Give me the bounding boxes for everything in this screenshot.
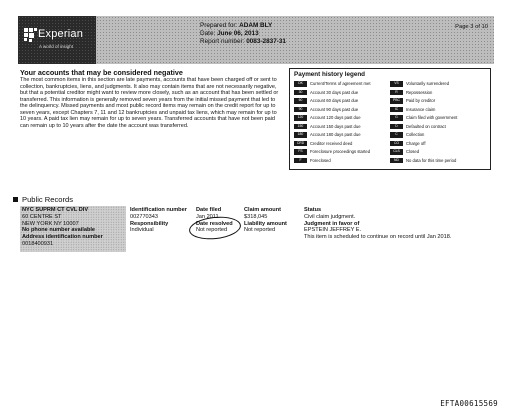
identification-block [130,207,187,234]
prepared-for-label: Prepared for: [200,22,238,29]
legend-item: 120 Account 120 days past due [294,114,361,121]
date-filed: Jan 2011 [196,213,219,220]
experian-logo [18,16,96,64]
legend-item: 90 Account 90 days past due [294,106,358,113]
legend-item: CRD Creditor received deed [294,140,352,147]
date-resolved-label: Date resolved [196,220,233,227]
court-name: NYC SUPRM CT CVL DIV [22,207,89,213]
id-number-label: Identification number [130,207,187,213]
judgment-value: EPSTEIN JEFFREY E. [304,227,362,234]
public-records-title: Public Records [22,195,74,204]
legend-item: G Claim filed with government [390,114,457,121]
claim-amount: $318,045 [244,213,268,220]
amounts-block [244,207,287,234]
negative-section-title: Your accounts that may be considered negative [20,68,183,77]
address-id-label: Address identification number [22,234,103,241]
report-date: June 06, 2013 [217,30,259,37]
court-address-1: 60 CENTRE ST [22,213,62,220]
date-filed-label: Date filed [196,207,222,213]
legend-item: C Collection [390,131,424,138]
experian-dots-icon [24,28,38,42]
legend-item: 150 Account 150 days past due [294,123,361,130]
legend-item: D Defaulted on contract [390,123,446,130]
liability-label: Liability amount [244,220,287,227]
judgment-label: Judgment in favor of [304,220,360,227]
date-resolved: Not reported [196,227,228,234]
address-id: 0018400931 [22,240,54,247]
negative-section-body: The most common items in this section are late payments, accounts that have been charged off or sent to collection, bankruptcies, liens, and judgments. It also may contain items that are not necessarily negative, but that a potential creditor might want to review more closely, such as an account that has been settled or transferred. This information is generally removed seven years from the initial missed payment that led to the delinquency. Missed payments and most public record items may remain on the credit report for up to seven years, except Chapters 7, 11 and 12 bankruptcies and unpaid tax liens, which may remain for up to 10 years. A paid tax lien may remain for up to seven years. Transferred accounts that have not been paid can remain up to 10 years after the date the account was transferred. [20,77,279,129]
id-number: 002770343 [130,213,158,220]
legend-item: OK Current/Terms of agreement met [294,80,371,87]
payment-history-legend [289,68,491,170]
claim-amount-label: Claim amount [244,207,281,213]
report-info [200,22,286,46]
court-address-block [22,207,103,248]
prepared-for-name: ADAM BLY [239,22,273,29]
logo-text: Experian [38,28,84,40]
date-label: Date: [200,30,216,37]
legend-title: Payment history legend [294,71,366,78]
responsibility: Individual [130,227,154,234]
page-number: Page 3 of 10 [455,24,488,30]
status-label: Status [304,207,322,213]
legend-item: VS Voluntarily surrendered [390,80,449,87]
legend-item: CLS Closed [390,148,419,155]
report-number: 0083-2837-31 [246,38,286,45]
report-number-label: Report number: [200,38,245,45]
record-note: This item is scheduled to continue on record until Jan 2018. [304,234,452,241]
document-id: EFTA00615569 [440,399,498,408]
legend-item: F Foreclosed [294,157,331,164]
legend-item: 30 Account 30 days past due [294,89,358,96]
legend-item: IC Insurance claim [390,106,435,113]
legend-item: ND No data for this time period [390,157,456,164]
court-address-2: NEW YORK NY 10007 [22,220,79,227]
legend-item: 180 Account 180 days past due [294,131,361,138]
status-value: Civil claim judgment. [304,213,356,220]
status-block [304,207,494,241]
logo-tagline: A world of insight [39,44,74,49]
legend-item: CO Charge off [390,140,425,147]
court-phone: No phone number available [22,227,96,234]
legend-item: R Repossession [390,89,432,96]
section-bullet-icon [13,197,18,202]
responsibility-label: Responsibility [130,220,169,227]
legend-item: PBC Paid by creditor [390,97,435,104]
report-header [18,16,494,64]
legend-item: 60 Account 60 days past due [294,97,358,104]
legend-item: FS Foreclosure proceedings started [294,148,370,155]
liability-amount: Not reported [244,227,276,234]
